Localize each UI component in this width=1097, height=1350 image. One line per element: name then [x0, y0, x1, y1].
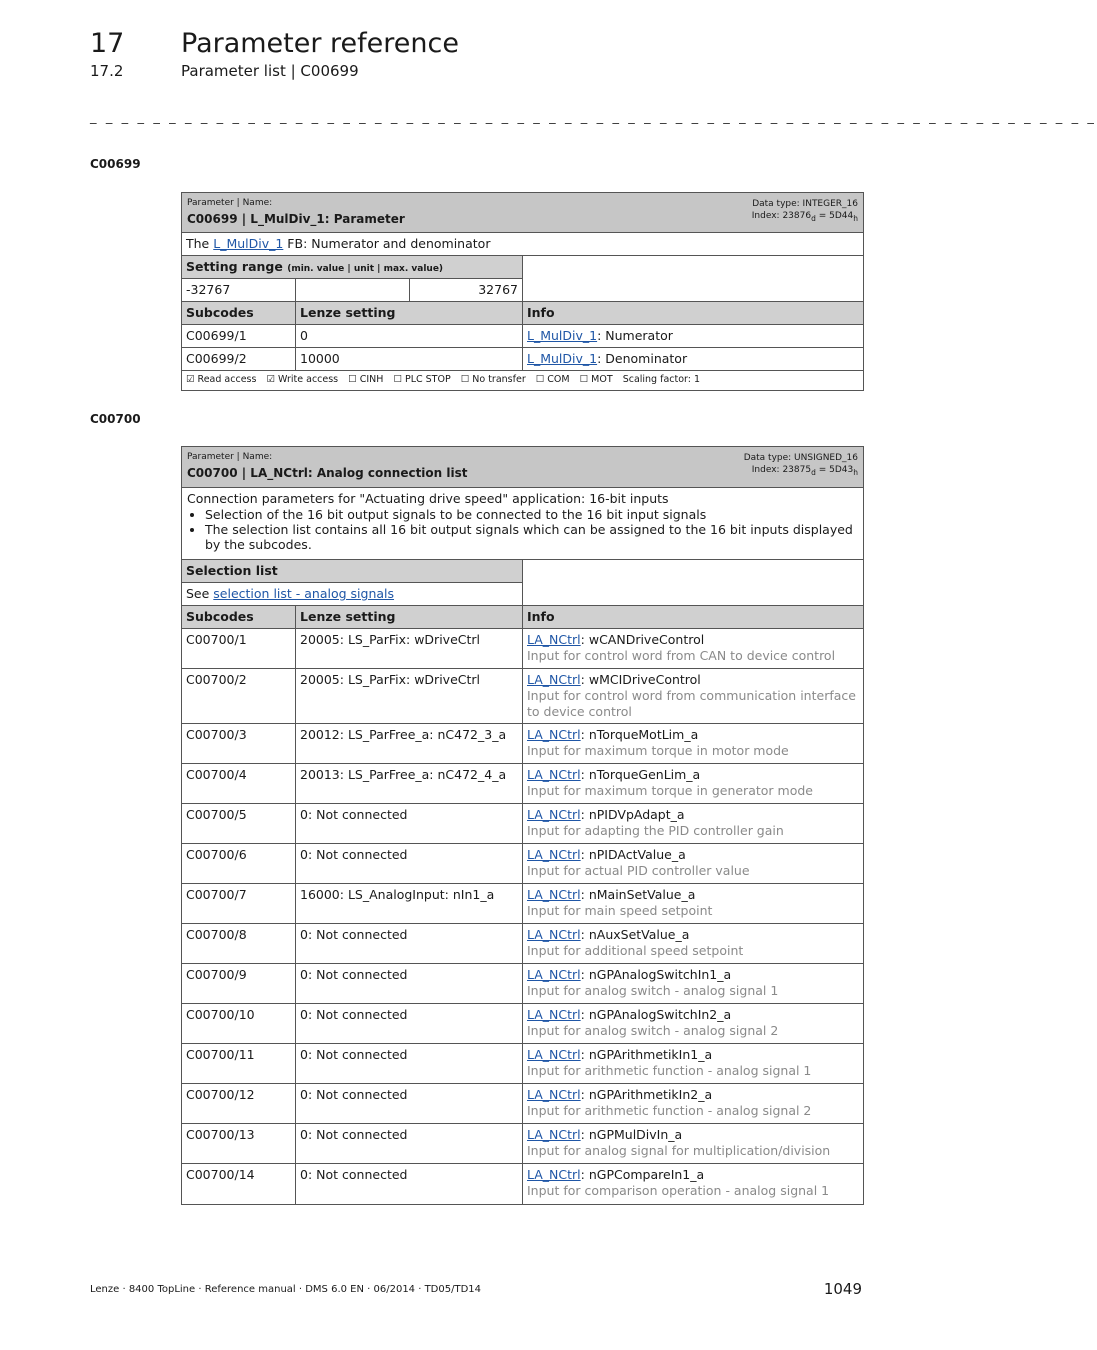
description: Connection parameters for "Actuating drive speed" application: 16-bit inputs: [187, 491, 669, 506]
lenze-setting: 20012: LS_ParFree_a: nC472_3_a: [296, 724, 523, 763]
header-label: Parameter | Name:: [187, 452, 273, 462]
parameter-heading-c00700: C00700: [90, 412, 141, 426]
lenze-setting: 0: Not connected: [296, 1044, 523, 1083]
info-description: Input for control word from CAN to device control: [527, 648, 836, 663]
info-link[interactable]: LA_NCtrl: [527, 727, 581, 742]
info-description: Input for control word from communication interface to device control: [527, 688, 856, 719]
subcode: C00700/1: [182, 629, 296, 668]
column-headers: [182, 302, 863, 325]
parameter-name: C00700 | LA_NCtrl: Analog connection list: [187, 466, 468, 480]
index: Index: $23875_d = 5D43_h$: [751, 465, 858, 477]
info-link[interactable]: LA_NCtrl: [527, 767, 581, 782]
col-subcodes: Subcodes: [182, 302, 296, 324]
info: LA_NCtrl: nPIDActValue_a Input for actual PID controller value: [523, 844, 863, 883]
chapter-title: Parameter reference: [181, 28, 459, 59]
flag-no-transfer: ☐ No transfer: [460, 374, 526, 385]
info: LA_NCtrl: nMainSetValue_a Input for main speed setpoint: [523, 884, 863, 923]
l-muldiv-link[interactable]: L_MulDiv_1: [213, 236, 284, 251]
info-link[interactable]: LA_NCtrl: [527, 1167, 581, 1182]
header-rule: _ _ _ _ _ _ _ _ _ _ _ _ _ _ _ _ _ _ _ _ _ _ _ _ _ _ _ _ _ _ _ _ _ _ _ _ _ _ _ _ _ _ _ _ _ _ _ _ _ _ _ _ _ _ _ _ _ _ _ _ _ _ _ _: [90, 110, 1097, 125]
col-lenze-setting: Lenze setting: [296, 302, 523, 324]
parameter-table-c00700: [181, 446, 864, 1205]
info-description: Input for additional speed setpoint: [527, 943, 744, 958]
info: LA_NCtrl: nGPAnalogSwitchIn2_a Input for analog switch - analog signal 2: [523, 1004, 863, 1043]
subcode: C00700/8: [182, 924, 296, 963]
subcode: C00700/14: [182, 1164, 296, 1204]
max-value: 32767: [410, 279, 523, 301]
list-item: • Selection of the 16 bit output signals to be connected to the 16 bit input signals: [205, 507, 858, 522]
table-row: [182, 348, 863, 371]
selection-list-link[interactable]: selection list - analog signals: [213, 586, 395, 601]
lenze-setting: 0: Not connected: [296, 1124, 523, 1163]
lenze-setting: 0: [296, 325, 523, 347]
info-link[interactable]: L_MulDiv_1: [527, 328, 598, 343]
table-row: [182, 924, 863, 964]
info-description: Input for adapting the PID controller gain: [527, 823, 784, 838]
lenze-setting: 16000: LS_AnalogInput: nIn1_a: [296, 884, 523, 923]
table-row: [182, 884, 863, 924]
info: LA_NCtrl: wCANDriveControl Input for control word from CAN to device control: [523, 629, 863, 668]
parameter-heading-c00699: C00699: [90, 157, 141, 171]
info-link[interactable]: L_MulDiv_1: [527, 351, 598, 366]
subcode-rows: [182, 629, 863, 1204]
lenze-setting: 0: Not connected: [296, 964, 523, 1003]
selection-list-row: [182, 560, 863, 606]
flag-read-access: ☑ Read access: [186, 374, 257, 385]
subcode: C00700/3: [182, 724, 296, 763]
column-headers: [182, 606, 863, 629]
subcode: C00700/2: [182, 669, 296, 723]
info-link[interactable]: LA_NCtrl: [527, 1127, 581, 1142]
lenze-setting: 0: Not connected: [296, 804, 523, 843]
datatype-info: [744, 452, 858, 479]
subcode: C00700/7: [182, 884, 296, 923]
flag-mot: ☐ MOT: [579, 374, 613, 385]
subcode: C00700/12: [182, 1084, 296, 1123]
description-row: [182, 488, 863, 560]
col-info: Info: [523, 302, 863, 324]
subcode: C00700/5: [182, 804, 296, 843]
description-row: [182, 233, 863, 256]
table-row: [182, 1004, 863, 1044]
info-description: Input for analog switch - analog signal 1: [527, 983, 779, 998]
info: LA_NCtrl: nAuxSetValue_a Input for additional speed setpoint: [523, 924, 863, 963]
table-header: [182, 193, 863, 233]
lenze-setting: 10000: [296, 348, 523, 370]
info-description: Input for comparison operation - analog signal 1: [527, 1183, 830, 1198]
subcode: C00700/6: [182, 844, 296, 883]
lenze-setting: 20013: LS_ParFree_a: nC472_4_a: [296, 764, 523, 803]
description: The L_MulDiv_1 FB: Numerator and denominator: [186, 236, 491, 251]
unit: [296, 279, 410, 301]
parameter-name: C00699 | L_MulDiv_1: Parameter: [187, 212, 405, 226]
info-link[interactable]: LA_NCtrl: [527, 847, 581, 862]
list-item: • The selection list contains all 16 bit output signals which can be assigned to the 16 bit inputs displayed by the subcodes.: [205, 522, 858, 552]
min-value: -32767: [182, 279, 296, 301]
table-row: [182, 764, 863, 804]
subcode: C00700/10: [182, 1004, 296, 1043]
info-link[interactable]: LA_NCtrl: [527, 967, 581, 982]
info: LA_NCtrl: nTorqueMotLim_a Input for maximum torque in motor mode: [523, 724, 863, 763]
info-link[interactable]: LA_NCtrl: [527, 1047, 581, 1062]
col-lenze-setting: Lenze setting: [296, 606, 523, 628]
lenze-setting: 0: Not connected: [296, 924, 523, 963]
subcode: C00700/13: [182, 1124, 296, 1163]
footer-text: Lenze · 8400 TopLine · Reference manual · DMS 6.0 EN · 06/2014 · TD05/TD14: [90, 1284, 482, 1295]
subcode: C00699/1: [182, 325, 296, 347]
table-row: [182, 325, 863, 348]
info: LA_NCtrl: nGPArithmetikIn1_a Input for arithmetic function - analog signal 1: [523, 1044, 863, 1083]
selection-list-title: Selection list: [182, 560, 523, 583]
lenze-setting: 0: Not connected: [296, 1004, 523, 1043]
setting-range-title: Setting range (min. value | unit | max. value): [182, 256, 523, 279]
table-row: [182, 1084, 863, 1124]
lenze-setting: 0: Not connected: [296, 844, 523, 883]
flag-cinh: ☐ CINH: [348, 374, 384, 385]
table-row: [182, 1164, 863, 1204]
lenze-setting: 20005: LS_ParFix: wDriveCtrl: [296, 629, 523, 668]
lenze-setting: 20005: LS_ParFix: wDriveCtrl: [296, 669, 523, 723]
table-row: [182, 964, 863, 1004]
parameter-table-c00699: [181, 192, 864, 391]
info-description: Input for maximum torque in motor mode: [527, 743, 789, 758]
info-description: Input for main speed setpoint: [527, 903, 713, 918]
info-description: Input for actual PID controller value: [527, 863, 750, 878]
table-row: [182, 629, 863, 669]
info: LA_NCtrl: wMCIDriveControl Input for control word from communication interface to device control: [523, 669, 863, 723]
info-link[interactable]: LA_NCtrl: [527, 1007, 581, 1022]
table-header: [182, 447, 863, 488]
chapter-number: 17: [90, 28, 125, 59]
info: LA_NCtrl: nGPCompareIn1_a Input for comparison operation - analog signal 1: [523, 1164, 863, 1204]
lenze-setting: 0: Not connected: [296, 1164, 523, 1204]
info: L_MulDiv_1: Denominator: [527, 351, 688, 366]
info: L_MulDiv_1: Numerator: [527, 328, 673, 343]
info-description: Input for analog switch - analog signal 2: [527, 1023, 779, 1038]
table-row: [182, 1124, 863, 1164]
scaling-factor: Scaling factor: 1: [622, 374, 701, 385]
flag-com: ☐ COM: [535, 374, 570, 385]
info-description: Input for maximum torque in generator mode: [527, 783, 813, 798]
description-list: [187, 507, 858, 552]
info-description: Input for analog signal for multiplication/division: [527, 1143, 831, 1158]
header-label: Parameter | Name:: [187, 198, 273, 208]
lenze-setting: 0: Not connected: [296, 1084, 523, 1123]
section-number: 17.2: [90, 62, 124, 80]
col-subcodes: Subcodes: [182, 606, 296, 628]
page-number: 1049: [823, 1280, 862, 1298]
info: LA_NCtrl: nPIDVpAdapt_a Input for adapting the PID controller gain: [523, 804, 863, 843]
section-title: Parameter list | C00699: [181, 62, 359, 80]
subcode: C00700/11: [182, 1044, 296, 1083]
info-link[interactable]: LA_NCtrl: [527, 1087, 581, 1102]
datatype-info: [752, 198, 858, 225]
selection-list-ref: See selection list - analog signals: [182, 583, 523, 605]
info-link[interactable]: LA_NCtrl: [527, 672, 581, 687]
info: LA_NCtrl: nGPArithmetikIn2_a Input for arithmetic function - analog signal 2: [523, 1084, 863, 1123]
table-row: [182, 804, 863, 844]
setting-range-row: [182, 256, 863, 302]
subcode: C00700/9: [182, 964, 296, 1003]
data-type: Data type: INTEGER_16: [752, 199, 858, 209]
index: Index: $23876_d = 5D44_h$: [751, 211, 858, 223]
info: LA_NCtrl: nTorqueGenLim_a Input for maximum torque in generator mode: [523, 764, 863, 803]
subcode: C00699/2: [182, 348, 296, 370]
info: LA_NCtrl: nGPAnalogSwitchIn1_a Input for analog switch - analog signal 1: [523, 964, 863, 1003]
col-info: Info: [523, 606, 863, 628]
info: LA_NCtrl: nGPMulDivIn_a Input for analog signal for multiplication/division: [523, 1124, 863, 1163]
info-link[interactable]: LA_NCtrl: [527, 887, 581, 902]
info-link[interactable]: LA_NCtrl: [527, 632, 581, 647]
access-flags: [182, 371, 863, 390]
flag-plc-stop: ☐ PLC STOP: [393, 374, 451, 385]
info-description: Input for arithmetic function - analog signal 1: [527, 1063, 812, 1078]
info-link[interactable]: LA_NCtrl: [527, 927, 581, 942]
info-description: Input for arithmetic function - analog signal 2: [527, 1103, 812, 1118]
table-row: [182, 1044, 863, 1084]
table-row: [182, 669, 863, 724]
table-row: [182, 724, 863, 764]
subcode: C00700/4: [182, 764, 296, 803]
flag-write-access: ☑ Write access: [266, 374, 339, 385]
table-row: [182, 844, 863, 884]
info-link[interactable]: LA_NCtrl: [527, 807, 581, 822]
data-type: Data type: UNSIGNED_16: [743, 453, 858, 463]
